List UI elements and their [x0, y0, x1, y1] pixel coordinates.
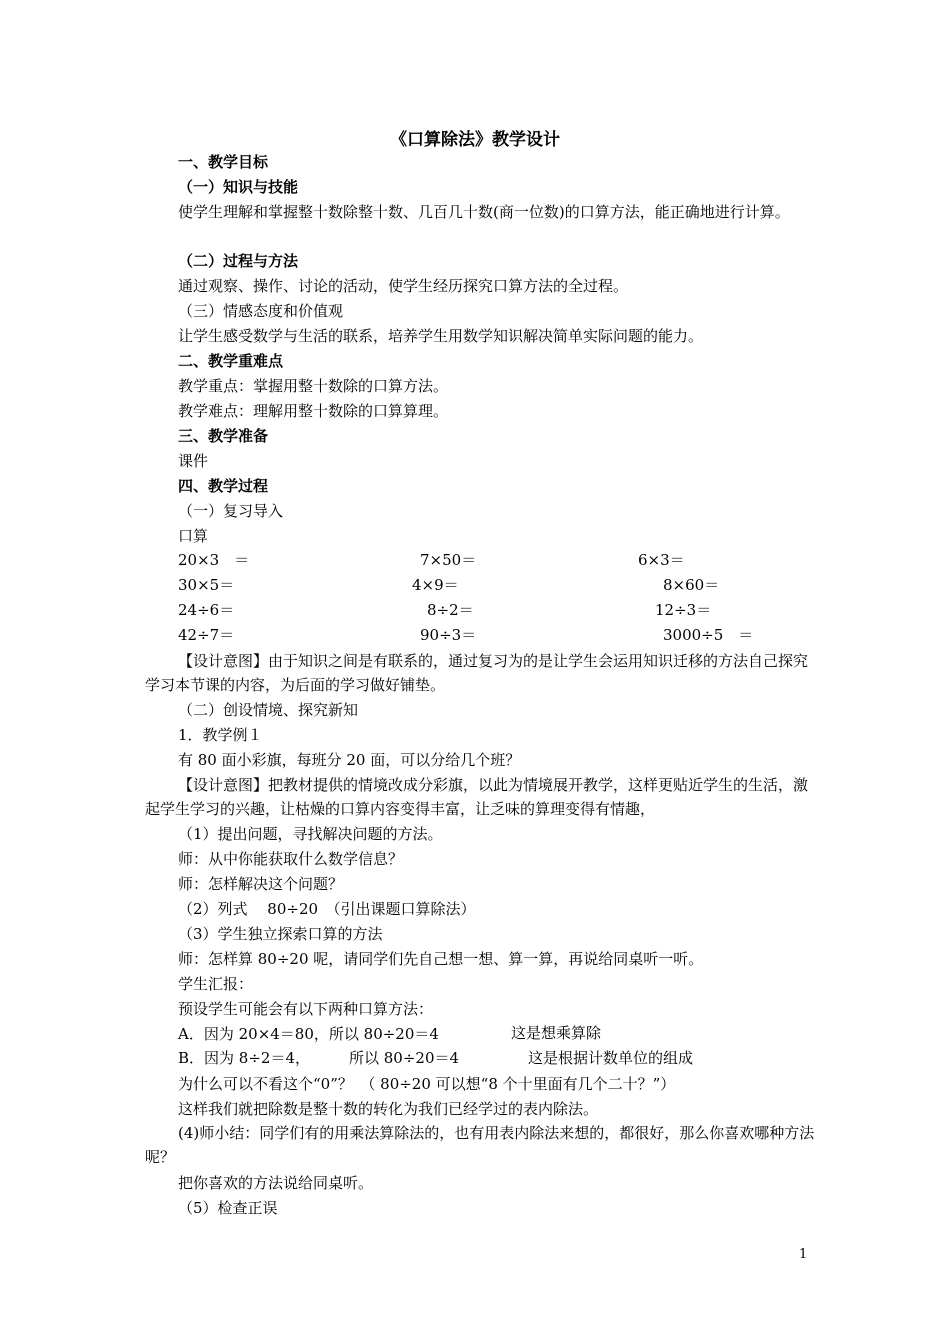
- calc-item: 42÷7＝: [178, 626, 235, 644]
- teacher-question-2: 师：怎样解决这个问题？: [178, 875, 344, 893]
- calc-item: 3000÷5 ＝: [663, 626, 754, 644]
- page-number: 1: [799, 1247, 808, 1262]
- calc-item: 20×3 ＝: [178, 551, 250, 569]
- subheading-process: （二）过程与方法: [178, 252, 299, 270]
- calc-item: 4×9＝: [412, 576, 459, 594]
- design-intent-review: 【设计意图】由于知识之间是有联系的，通过复习为的是让学生会运用知识迁移的方法自己探究学习本节课的内容，为后面的学习做好铺垫。: [145, 652, 809, 694]
- heading-preparation: 三、教学准备: [178, 427, 269, 445]
- paragraph-knowledge: 使学生理解和掌握整十数除整十数、几百几十数(商一位数)的口算方法，能正确地进行计算。: [178, 203, 790, 221]
- paragraph-process: 通过观察、操作、讨论的活动，使学生经历探究口算方法的全过程。: [178, 277, 629, 295]
- method-a-note: 这是想乘算除: [511, 1024, 602, 1042]
- step-4-summary: (4)师小结：同学们有的用乘法算除法的，也有用表内除法来想的，都很好，那么你喜欢哪种方法呢？: [145, 1124, 815, 1166]
- example-heading: 1．教学例１: [178, 726, 263, 744]
- teacher-instruction: 师：怎样算 80÷20 呢，请同学们先自己想一想、算一算，再说给同桌听一听。: [178, 950, 704, 968]
- design-intent-example: 【设计意图】把教材提供的情境改成分彩旗，以此为情境展开教学，这样更贴近学生的生活，激起学生学习的兴趣，让枯燥的口算内容变得丰富，让乏味的算理变得有情趣，: [145, 776, 809, 818]
- heading-objectives: 一、教学目标: [178, 153, 269, 171]
- calc-item: 6×3＝: [638, 551, 685, 569]
- method-a: A．因为 20×4＝80，所以 80÷20＝4: [178, 1025, 439, 1043]
- label-oral-calc: 口算: [178, 527, 209, 545]
- student-report-label: 学生汇报：: [178, 975, 254, 993]
- step-5: （5）检查正误: [178, 1199, 278, 1217]
- step-1: （1）提出问题，寻找解决问题的方法。: [178, 825, 443, 843]
- method-b-note: 这是根据计数单位的组成: [528, 1049, 694, 1067]
- calc-item: 8×60＝: [663, 576, 720, 594]
- example-problem: 有 80 面小彩旗，每班分 20 面，可以分给几个班？: [178, 751, 521, 769]
- paragraph-emotion: 让学生感受数学与生活的联系，培养学生用数学知识解决简单实际问题的能力。: [178, 327, 704, 345]
- subheading-new-knowledge: （二）创设情境、探究新知: [178, 701, 359, 719]
- teacher-question-1: 师：从中你能获取什么数学信息？: [178, 850, 404, 868]
- calc-item: 12÷3＝: [655, 601, 712, 619]
- method-b-part1: B．因为 8÷2＝4，: [178, 1049, 310, 1067]
- conversion-note: 这样我们就把除数是整十数的转化为我们已经学过的表内除法。: [178, 1100, 599, 1118]
- paragraph-difficult-point: 教学难点：理解用整十数除的口算算理。: [178, 402, 449, 420]
- calc-item: 7×50＝: [420, 551, 477, 569]
- share-instruction: 把你喜欢的方法说给同桌听。: [178, 1174, 374, 1192]
- calc-item: 30×5＝: [178, 576, 235, 594]
- step-2: （2）列式 80÷20 （引出课题口算除法）: [178, 900, 476, 918]
- step-3: （3）学生独立探索口算的方法: [178, 925, 383, 943]
- method-b-part2: 所以 80÷20＝4: [349, 1049, 460, 1067]
- calc-item: 8÷2＝: [427, 601, 474, 619]
- preset-methods: 预设学生可能会有以下两种口算方法：: [178, 1000, 434, 1018]
- paragraph-preparation: 课件: [178, 452, 209, 470]
- calc-item: 90÷3＝: [420, 626, 477, 644]
- paragraph-key-point: 教学重点：掌握用整十数除的口算方法。: [178, 377, 449, 395]
- subheading-review: （一）复习导入: [178, 502, 284, 520]
- subheading-knowledge: （一）知识与技能: [178, 178, 299, 196]
- heading-procedure: 四、教学过程: [178, 477, 269, 495]
- document-title: 《口算除法》教学设计: [390, 130, 560, 150]
- question-zero: 为什么可以不看这个“0”？ （ 80÷20 可以想“8 个十里面有几个二十？”）: [178, 1075, 676, 1093]
- heading-key-points: 二、教学重难点: [178, 352, 284, 370]
- subheading-emotion: （三）情感态度和价值观: [178, 302, 344, 320]
- calc-item: 24÷6＝: [178, 601, 235, 619]
